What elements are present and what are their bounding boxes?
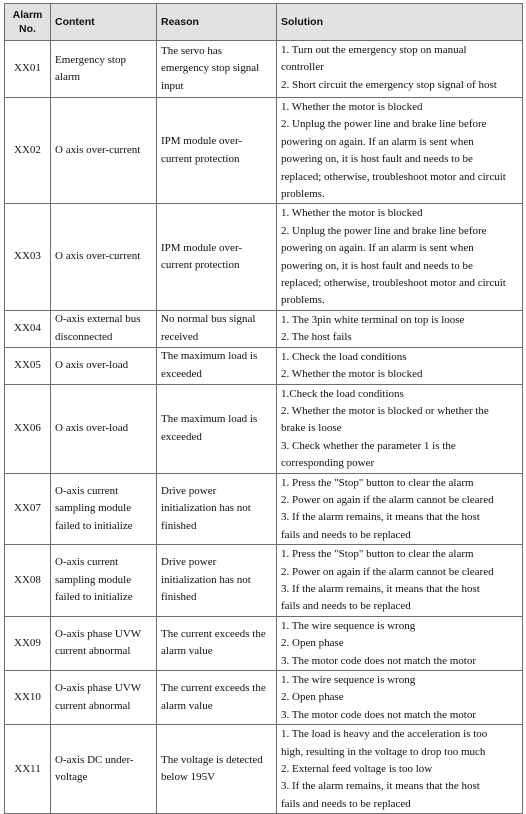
table-row bbox=[5, 725, 523, 814]
solution-line: powering on, it is host fault and needs to be bbox=[281, 259, 473, 272]
header-content: Content bbox=[51, 4, 157, 41]
solution-line: problems. bbox=[281, 188, 325, 201]
solution-line: replaced; otherwise, troubleshoot motor and circuit bbox=[281, 277, 506, 290]
solution-line: fails and needs to be replaced bbox=[281, 600, 411, 613]
alarm-solution-cell bbox=[277, 616, 523, 670]
alarm-reason-cell: IPM module over-current protection bbox=[157, 98, 277, 204]
solution-line: 1. Whether the motor is blocked bbox=[281, 207, 423, 220]
alarm-content-cell: O-axis DC under-voltage bbox=[51, 725, 157, 814]
alarm-content-cell: Emergency stop alarm bbox=[51, 41, 157, 98]
alarm-solution-cell bbox=[277, 41, 523, 98]
table-row bbox=[5, 98, 523, 204]
header-row bbox=[5, 4, 523, 41]
alarm-reason-cell: Drive power initialization has not finished bbox=[157, 545, 277, 617]
solution-line: 2. Whether the motor is blocked or whether the bbox=[281, 404, 489, 417]
alarm-solution-cell bbox=[277, 725, 523, 814]
header-reason: Reason bbox=[157, 4, 277, 41]
alarm-reason-cell: The current exceeds the alarm value bbox=[157, 671, 277, 725]
alarm-content-cell: O-axis phase UVW current abnormal bbox=[51, 671, 157, 725]
solution-line: controller bbox=[281, 61, 324, 74]
alarm-solution-cell bbox=[277, 98, 523, 204]
solution-line: 3. Check whether the parameter 1 is the bbox=[281, 439, 456, 452]
solution-line: 3. If the alarm remains, it means that the host bbox=[281, 511, 480, 524]
alarm-reason-cell: No normal bus signal received bbox=[157, 310, 277, 347]
alarm-solution-cell bbox=[277, 347, 523, 384]
solution-line: 2. Power on again if the alarm cannot be cleared bbox=[281, 493, 494, 506]
alarm-code-cell: XX05 bbox=[5, 347, 51, 384]
solution-line: problems. bbox=[281, 294, 325, 307]
solution-line: 1. Check the load conditions bbox=[281, 350, 407, 363]
alarm-content-cell: O-axis current sampling module failed to initialize bbox=[51, 473, 157, 545]
solution-line: 1. Whether the motor is blocked bbox=[281, 101, 423, 113]
table-row bbox=[5, 384, 523, 473]
table-row bbox=[5, 616, 523, 670]
alarm-code-cell: XX02 bbox=[5, 98, 51, 204]
header-solution: Solution bbox=[277, 4, 523, 41]
solution-line: brake is loose bbox=[281, 422, 342, 435]
alarm-code-cell: XX07 bbox=[5, 473, 51, 545]
alarm-content-cell: O axis over-current bbox=[51, 204, 157, 310]
alarm-content-cell: O axis over-load bbox=[51, 347, 157, 384]
solution-line: 1. Press the "Stop" button to clear the alarm bbox=[281, 548, 474, 561]
table-row bbox=[5, 204, 523, 310]
solution-line: high, resulting in the voltage to drop too much bbox=[281, 745, 486, 758]
solution-line: 1. Turn out the emergency stop on manual bbox=[281, 44, 467, 56]
alarm-table-container bbox=[4, 3, 523, 814]
alarm-solution-cell bbox=[277, 473, 523, 545]
solution-line: fails and needs to be replaced bbox=[281, 528, 411, 541]
solution-line: 2. Power on again if the alarm cannot be cleared bbox=[281, 565, 494, 578]
alarm-content-cell: O-axis current sampling module failed to initialize bbox=[51, 545, 157, 617]
table-row bbox=[5, 347, 523, 384]
solution-line: 3. If the alarm remains, it means that the host bbox=[281, 780, 480, 793]
table-row bbox=[5, 545, 523, 617]
alarm-solution-cell bbox=[277, 545, 523, 617]
solution-line: powering on again. If an alarm is sent when bbox=[281, 242, 474, 255]
alarm-solution-cell bbox=[277, 204, 523, 310]
alarm-code-cell: XX04 bbox=[5, 310, 51, 347]
alarm-reason-cell: Drive power initialization has not finished bbox=[157, 473, 277, 545]
solution-line: 2. External feed voltage is too low bbox=[281, 763, 433, 776]
alarm-content-cell: O axis over-current bbox=[51, 98, 157, 204]
solution-line: 1. The load is heavy and the acceleration is too bbox=[281, 728, 488, 741]
solution-line: 1. Press the "Stop" button to clear the alarm bbox=[281, 476, 474, 489]
solution-line: 2. Open phase bbox=[281, 691, 344, 704]
alarm-code-cell: XX10 bbox=[5, 671, 51, 725]
solution-line: 2. Short circuit the emergency stop signal of host bbox=[281, 78, 497, 91]
solution-line: corresponding power bbox=[281, 457, 375, 470]
solution-line: fails and needs to be replaced bbox=[281, 797, 411, 810]
alarm-code-cell: XX08 bbox=[5, 545, 51, 617]
solution-line: 2. Unplug the power line and brake line before bbox=[281, 118, 487, 131]
solution-line: 1.Check the load conditions bbox=[281, 387, 404, 400]
alarm-code-cell: XX11 bbox=[5, 725, 51, 814]
solution-line: 3. The motor code does not match the motor bbox=[281, 708, 477, 721]
table-row bbox=[5, 671, 523, 725]
alarm-reason-cell: The current exceeds the alarm value bbox=[157, 616, 277, 670]
solution-line: 2. Open phase bbox=[281, 637, 344, 650]
solution-line: 2. Unplug the power line and brake line before bbox=[281, 224, 487, 237]
solution-line: 3. If the alarm remains, it means that the host bbox=[281, 582, 480, 595]
alarm-code-cell: XX09 bbox=[5, 616, 51, 670]
alarm-solution-cell bbox=[277, 310, 523, 347]
alarm-solution-cell bbox=[277, 384, 523, 473]
solution-line: 1. The 3pin white terminal on top is loose bbox=[281, 313, 465, 326]
table-row bbox=[5, 41, 523, 98]
solution-line: powering on, it is host fault and needs to be bbox=[281, 153, 473, 166]
alarm-content-cell: O-axis phase UVW current abnormal bbox=[51, 616, 157, 670]
alarm-content-cell: O-axis external bus disconnected bbox=[51, 310, 157, 347]
alarm-table bbox=[4, 3, 523, 814]
alarm-reason-cell: The voltage is detected below 195V bbox=[157, 725, 277, 814]
solution-line: powering on again. If an alarm is sent when bbox=[281, 135, 474, 148]
solution-line: replaced; otherwise, troubleshoot motor and circuit bbox=[281, 170, 506, 183]
alarm-code-cell: XX06 bbox=[5, 384, 51, 473]
solution-line: 3. The motor code does not match the motor bbox=[281, 654, 477, 667]
table-row bbox=[5, 310, 523, 347]
alarm-reason-cell: IPM module over-current protection bbox=[157, 204, 277, 310]
alarm-solution-cell bbox=[277, 671, 523, 725]
solution-line: 1. The wire sequence is wrong bbox=[281, 674, 416, 686]
solution-line: 1. The wire sequence is wrong bbox=[281, 619, 416, 632]
alarm-reason-cell: The maximum load is exceeded bbox=[157, 347, 277, 384]
alarm-reason-cell: The maximum load is exceeded bbox=[157, 384, 277, 473]
header-alarm-no: Alarm No. bbox=[5, 4, 51, 41]
solution-line: 2. The host fails bbox=[281, 331, 352, 344]
alarm-code-cell: XX03 bbox=[5, 204, 51, 310]
alarm-table-body bbox=[5, 41, 523, 814]
alarm-content-cell: O axis over-load bbox=[51, 384, 157, 473]
table-row bbox=[5, 473, 523, 545]
alarm-reason-cell: The servo has emergency stop signal input bbox=[157, 41, 277, 98]
alarm-code-cell: XX01 bbox=[5, 41, 51, 98]
solution-line: 2. Whether the motor is blocked bbox=[281, 368, 423, 381]
